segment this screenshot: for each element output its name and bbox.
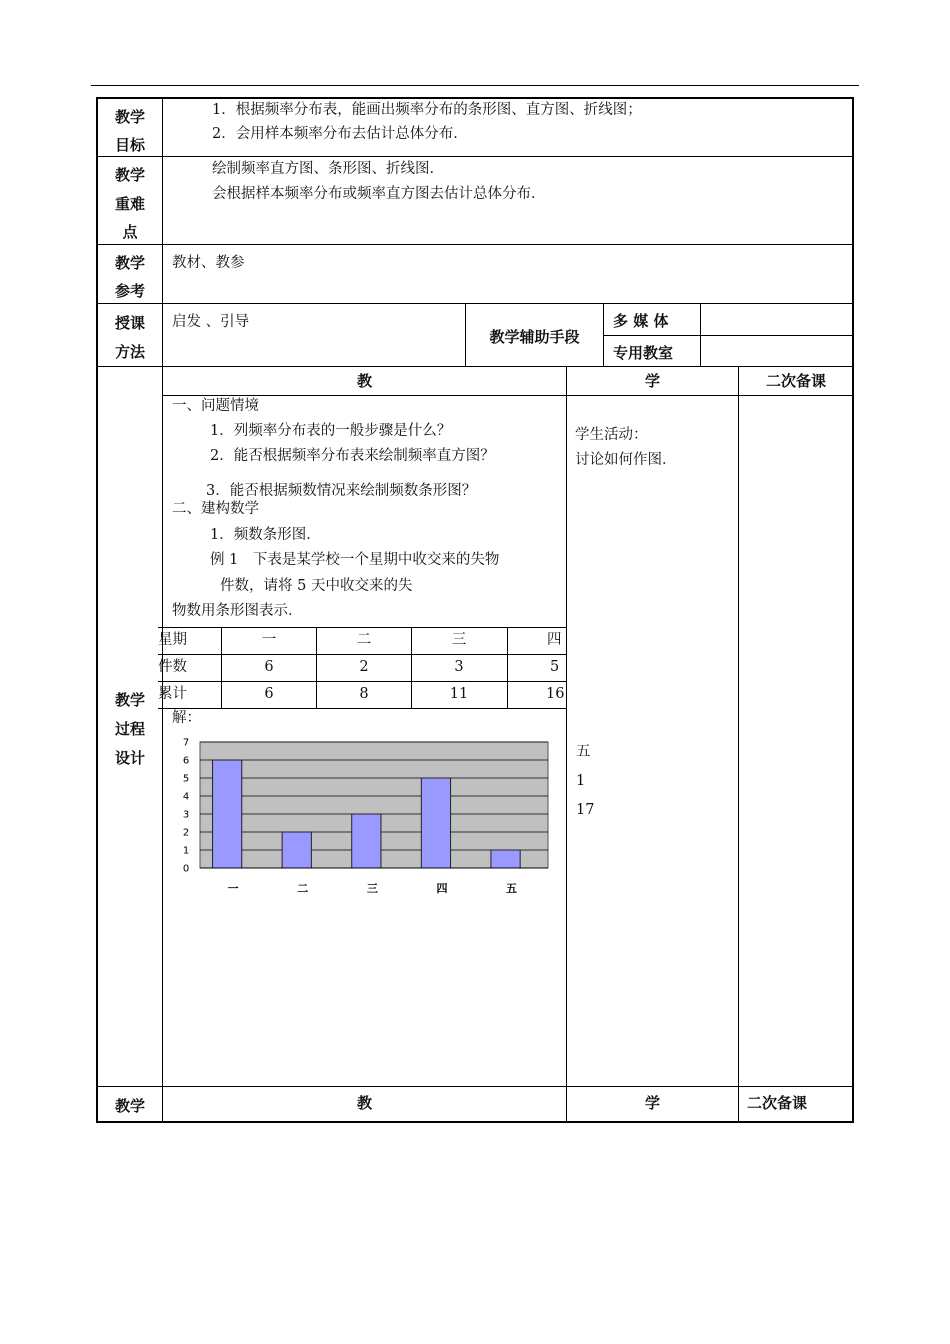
x-tick-label: 一 xyxy=(227,882,239,895)
header-backup: 二次备课 xyxy=(765,372,826,390)
y-tick-label: 0 xyxy=(182,863,190,875)
process-label-2: 过程 xyxy=(114,720,145,738)
bar xyxy=(282,832,311,868)
keypoint-line-2: 会根据样本频率分布或频率直方图去估计总体分布． xyxy=(212,186,546,202)
example-line-1: 例 1 下表是某学校一个星期中收交来的失物 xyxy=(210,552,500,568)
table-cell: 2 xyxy=(359,659,369,675)
overflow-header-cell: 五 xyxy=(576,744,591,760)
y-tick-label: 3 xyxy=(182,809,190,821)
question-2: 2．能否根据频率分布表来绘制频率直方图？ xyxy=(210,448,495,464)
bottom-header-backup: 二次备课 xyxy=(747,1094,808,1112)
objectives-label-2: 目标 xyxy=(114,136,145,154)
table-header-cell: 二 xyxy=(356,632,372,648)
table-cell: 件数 xyxy=(158,659,187,675)
x-tick-label: 五 xyxy=(506,882,518,895)
keypoint-line-1: 绘制频率直方图、条形图、折线图． xyxy=(212,161,444,177)
reference-text: 教材、教参 xyxy=(172,255,245,271)
subsection-1: 1．频数条形图． xyxy=(210,527,321,543)
keypoints-label-2: 重难 xyxy=(114,195,145,213)
section-2-title: 二、建构数学 xyxy=(172,501,259,517)
frequency-bar-chart xyxy=(174,734,558,896)
method-text: 启发 、引导 xyxy=(172,314,250,330)
y-tick-label: 1 xyxy=(182,845,190,857)
bottom-label: 教学 xyxy=(114,1097,145,1115)
process-label-3: 设计 xyxy=(114,749,145,767)
table-cell: 8 xyxy=(359,686,369,702)
x-tick-label: 四 xyxy=(436,882,448,895)
table-header-cell: 一 xyxy=(261,632,277,648)
keypoints-label-1: 教学 xyxy=(114,166,145,184)
teaching-aid-label: 教学辅助手段 xyxy=(489,328,580,346)
question-1: 1．列频率分布表的一般步骤是什么？ xyxy=(210,423,452,439)
y-tick-label: 6 xyxy=(182,755,190,767)
table-cell: 6 xyxy=(264,686,274,702)
y-tick-label: 2 xyxy=(182,827,190,839)
aid-option-classroom: 专用教室 xyxy=(613,344,674,362)
overflow-cell: 17 xyxy=(576,802,595,818)
table-cell: 6 xyxy=(264,659,274,675)
bottom-header-learn: 学 xyxy=(644,1094,660,1112)
bar xyxy=(491,850,520,868)
student-activity-title: 学生活动： xyxy=(575,427,648,443)
table-header-cell: 三 xyxy=(451,632,467,648)
page-header-rule xyxy=(91,85,859,86)
x-tick-label: 二 xyxy=(297,882,309,895)
objective-line-1: 1．根据频率分布表，能画出频率分布的条形图、直方图、折线图； xyxy=(212,102,642,118)
student-activity-text: 讨论如何作图． xyxy=(575,452,677,468)
aid-option-multimedia: 多 媒 体 xyxy=(613,312,669,330)
reference-label-1: 教学 xyxy=(114,254,145,272)
y-tick-label: 7 xyxy=(182,737,190,749)
y-tick-label: 5 xyxy=(182,773,190,785)
x-tick-label: 三 xyxy=(366,882,378,895)
table-cell: 累计 xyxy=(158,686,187,702)
method-label-2: 方法 xyxy=(114,343,145,361)
section-1-title: 一、问题情境 xyxy=(172,398,259,414)
example-line-2: 件数，请将 5 天中收交来的失 xyxy=(220,578,413,594)
bottom-header-teach: 教 xyxy=(356,1094,372,1112)
process-label-1: 教学 xyxy=(114,691,145,709)
objective-line-2: 2．会用样本频率分布去估计总体分布． xyxy=(212,126,468,142)
reference-label-2: 参考 xyxy=(114,282,145,300)
header-learn: 学 xyxy=(644,372,660,390)
table-cell: 11 xyxy=(449,686,469,702)
y-tick-label: 4 xyxy=(182,791,190,803)
table-header-cell: 星期 xyxy=(158,632,187,648)
header-teach: 教 xyxy=(356,372,372,390)
question-3: 3．能否根据频数情况来绘制频数条形图？ xyxy=(206,483,477,499)
example-line-3: 物数用条形图表示． xyxy=(172,603,303,619)
solution-label: 解： xyxy=(172,710,201,726)
objectives-label-1: 教学 xyxy=(114,108,145,126)
method-label-1: 授课 xyxy=(114,314,145,332)
table-header-cell: 四 xyxy=(547,632,562,648)
bar xyxy=(421,778,450,868)
table-cell: 5 xyxy=(550,659,560,675)
keypoints-label-3: 点 xyxy=(122,223,138,241)
bar xyxy=(352,814,381,868)
table-cell: 16 xyxy=(546,686,565,702)
bar xyxy=(213,760,242,868)
table-cell: 3 xyxy=(454,659,464,675)
overflow-cell: 1 xyxy=(576,773,586,789)
